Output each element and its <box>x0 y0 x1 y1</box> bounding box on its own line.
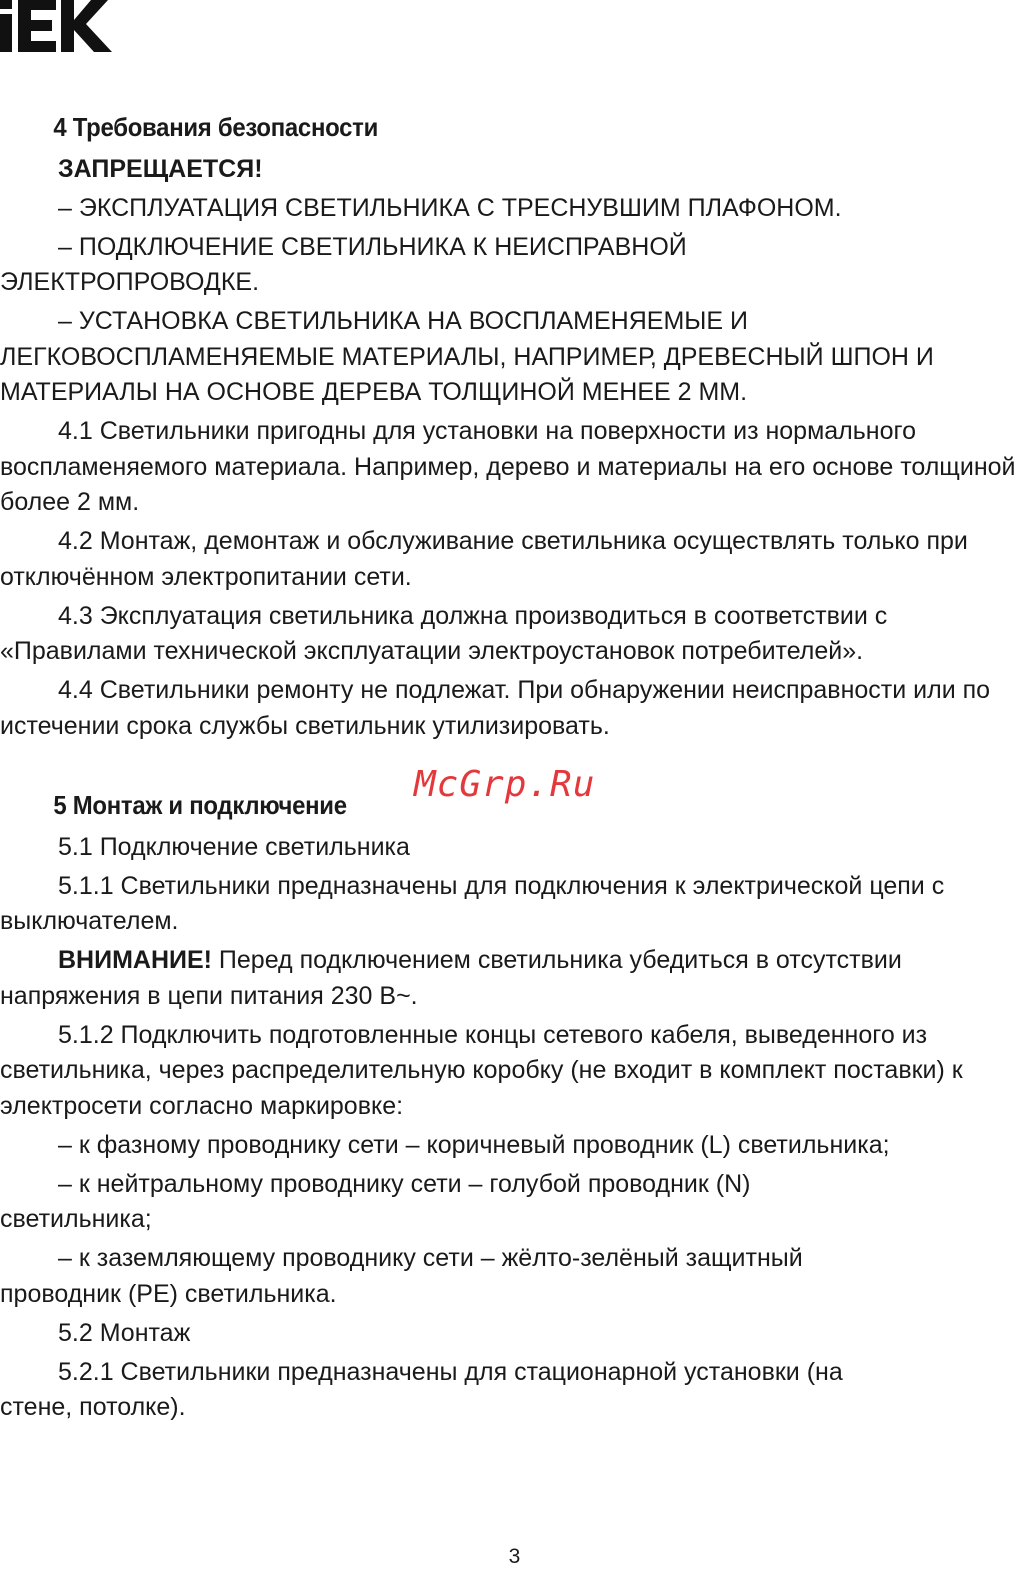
warning-label: ВНИМАНИЕ! <box>58 946 212 974</box>
warning-paragraph <box>0 943 1025 1014</box>
paragraph-5-2-1: 5.2.1 Светильники предназначены для стационарной установки (на стене, потолке). <box>0 1357 843 1421</box>
paragraph-5-2: 5.2 Монтаж <box>58 1318 191 1347</box>
paragraph-4-2: 4.2 Монтаж, демонтаж и обслуживание светильника осуществлять только при отключённом электропитании сети. <box>0 527 968 591</box>
document-body <box>0 110 1025 1429</box>
iek-logo <box>0 0 112 52</box>
paragraph-5-1-2: 5.1.2 Подключить подготовленные концы сетевого кабеля, выведенного из светильника, через распределительную коробку (не входит в комплект поставки) к электросети согласно маркировке: <box>0 1020 963 1120</box>
paragraph-5-1-1: 5.1.1 Светильники предназначены для подключения к электрической цепи с выключателем. <box>0 871 945 935</box>
forbidden-item: – ЭКСПЛУАТАЦИЯ СВЕТИЛЬНИКА С ТРЕСНУВШИМ ПЛАФОНОМ. <box>58 193 842 222</box>
paragraph-4-4: 4.4 Светильники ремонту не подлежат. При обнаружении неисправности или по истечении срока службы светильник утилизировать. <box>0 676 991 740</box>
warning-text: Перед подключением светильника убедиться в отсутствии напряжения в цепи питания 230 В~. <box>0 946 902 1010</box>
forbidden-item: – УСТАНОВКА СВЕТИЛЬНИКА НА ВОСПЛАМЕНЯЕМЫЕ И ЛЕГКОВОСПЛАМЕНЯЕМЫЕ МАТЕРИАЛЫ, НАПРИМЕР, ДРЕВЕСНЫЙ ШПОН И МАТЕРИАЛЫ НА ОСНОВЕ ДЕРЕВА ТОЛЩИНОЙ МЕНЕЕ 2 ММ. <box>0 307 934 406</box>
forbidden-item: – ПОДКЛЮЧЕНИЕ СВЕТИЛЬНИКА К НЕИСПРАВНОЙ ЭЛЕКТРОПРОВОДКЕ. <box>0 232 687 296</box>
paragraph-4-3: 4.3 Эксплуатация светильника должна производиться в соответствии с «Правилами технической эксплуатации электроустановок потребителей». <box>0 601 888 665</box>
forbidden-label: ЗАПРЕЩАЕТСЯ! <box>58 154 263 183</box>
watermark: McGrp.Ru <box>414 764 596 805</box>
wiring-item: – к нейтральному проводнику сети – голубой проводник (N) светильника; <box>0 1169 751 1233</box>
paragraph-4-1: 4.1 Светильники пригодны для установки на поверхности из нормального воспламеняемого материала. Например, дерево и материалы на его основе толщиной более 2 мм. <box>0 417 1016 516</box>
page-number: 3 <box>508 1545 521 1568</box>
wiring-item: – к фазному проводнику сети – коричневый проводник (L) светильника; <box>58 1130 890 1159</box>
section-4-title: 4 Требования безопасности <box>53 112 379 142</box>
paragraph-5-1: 5.1 Подключение светильника <box>58 832 410 861</box>
section-5-title: 5 Монтаж и подключение <box>53 790 347 820</box>
wiring-item: – к заземляющему проводнику сети – жёлто-зелёный защитный проводник (PE) светильника. <box>0 1244 803 1308</box>
